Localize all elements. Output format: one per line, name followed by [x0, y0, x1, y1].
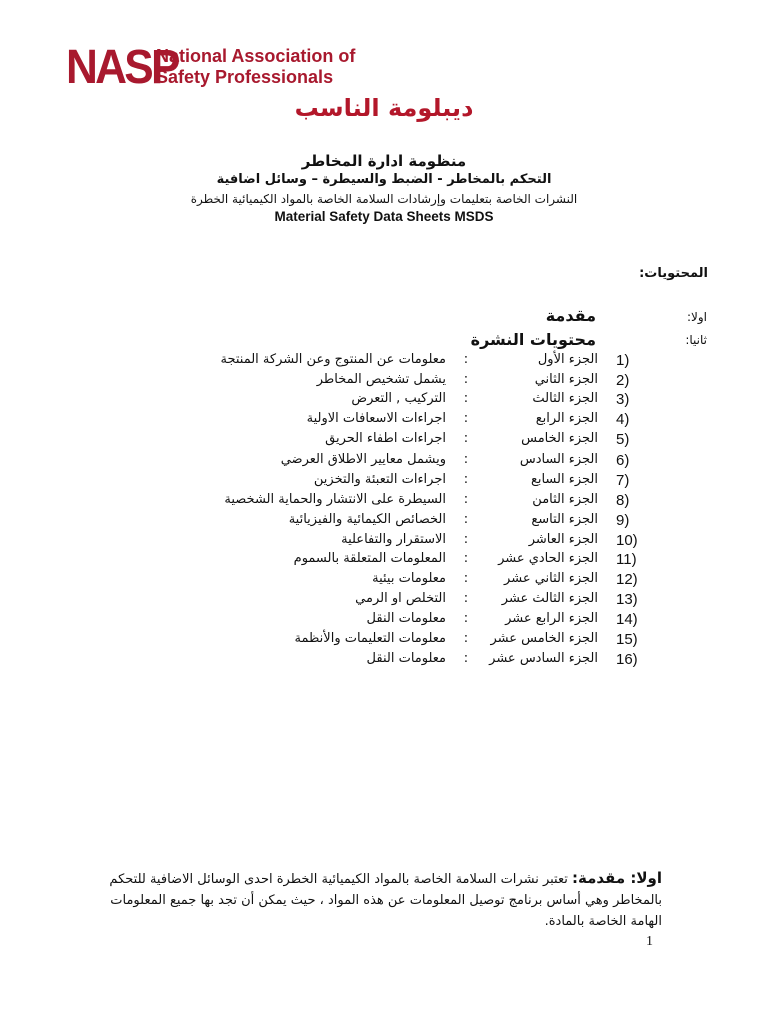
toc-number: 12) [616, 571, 638, 588]
toc-part: الجزء الخامس عشر [490, 631, 598, 646]
document-title: ديبلومة الناسب [294, 94, 474, 122]
toc-number: 7) [616, 472, 630, 489]
toc-part: الجزء الرابع عشر [505, 611, 598, 626]
toc-row [0, 631, 768, 650]
toc-number: 10) [616, 532, 638, 549]
logo-line-1: National Association of [156, 46, 356, 66]
toc-colon: : [463, 352, 469, 367]
toc-row [0, 492, 768, 511]
toc-description: معلومات النقل [366, 611, 446, 626]
toc-colon: : [463, 452, 469, 467]
toc-part: الجزء الثالث [532, 391, 598, 406]
toc-row [0, 391, 768, 410]
contents-heading: المحتويات: [639, 266, 708, 281]
toc-number: 13) [616, 591, 638, 608]
toc-description: معلومات التعليمات والأنظمة [294, 631, 446, 646]
toc-colon: : [463, 551, 469, 566]
toc-row [0, 512, 768, 531]
toc-row [0, 431, 768, 450]
introduction-text: تعتبر نشرات السلامة الخاصة بالمواد الكيميائية الخطرة احدى الوسائل الاضافية للتحكم بالمخاطر وهي أساس برنامج توصيل المعلومات عن هذه المواد ، حيث يمكن أن تجد بها جميع المعلومات الهامة الخاصة بالمادة. [109, 872, 662, 929]
toc-part: الجزء الثاني عشر [504, 571, 598, 586]
subtitle-system: منظومة ادارة المخاطر [301, 152, 467, 170]
toc-number: 15) [616, 631, 638, 648]
toc-part: الجزء التاسع [531, 512, 598, 527]
toc-description: يشمل تشخيص المخاطر [316, 372, 446, 387]
toc-colon: : [463, 492, 469, 507]
nasp-logo [66, 41, 356, 96]
toc-row [0, 411, 768, 430]
toc-description: اجراءات اطفاء الحريق [325, 431, 446, 446]
toc-row [0, 372, 768, 391]
section-label-first: اولا: [686, 310, 707, 324]
toc-part: الجزء الخامس [521, 431, 598, 446]
toc-row [0, 452, 768, 471]
toc-number: 1) [616, 352, 630, 369]
section-label-second: ثانيا: [685, 333, 707, 347]
toc-row [0, 551, 768, 570]
toc-number: 8) [616, 492, 630, 509]
introduction-label: اولا: مقدمة: [572, 869, 662, 887]
toc-description: معلومات عن المنتوج وعن الشركة المنتجة [220, 352, 446, 367]
subtitle-msds: Material Safety Data Sheets MSDS [274, 209, 494, 224]
toc-colon: : [463, 391, 469, 406]
toc-part: الجزء السادس عشر [489, 651, 598, 666]
toc-row [0, 352, 768, 371]
toc-part: الجزء الثاني [534, 372, 598, 387]
toc-number: 3) [616, 391, 630, 408]
toc-row [0, 472, 768, 491]
toc-colon: : [463, 631, 469, 646]
toc-part: الجزء السابع [530, 472, 598, 487]
toc-number: 4) [616, 411, 630, 428]
toc-row [0, 591, 768, 610]
toc-number: 16) [616, 651, 638, 668]
toc-part: الجزء الثالث عشر [501, 591, 598, 606]
toc-number: 9) [616, 512, 630, 529]
section-title-introduction: مقدمة [545, 306, 596, 325]
toc-description: التركيب , التعرض [351, 391, 446, 406]
toc-colon: : [463, 431, 469, 446]
toc-number: 6) [616, 452, 630, 469]
toc-number: 11) [616, 551, 637, 568]
toc-row [0, 611, 768, 630]
subtitle-control: التحكم بالمخاطر - الضبط والسيطرة – وسائل اضافية [216, 172, 552, 187]
toc-part: الجزء الثامن [532, 492, 598, 507]
toc-description: السيطرة على الانتشار والحماية الشخصية [224, 492, 446, 507]
toc-part: الجزء الرابع [535, 411, 598, 426]
toc-row [0, 532, 768, 551]
toc-description: المعلومات المتعلقة بالسموم [293, 551, 446, 566]
toc-colon: : [463, 472, 469, 487]
toc-description: اجراءات التعبئة والتخزين [313, 472, 446, 487]
introduction-paragraph [106, 868, 662, 932]
toc-description: التخلص او الرمي [355, 591, 446, 606]
toc-number: 5) [616, 431, 630, 448]
toc-part: الجزء الأول [537, 352, 598, 367]
subtitle-sheets: النشرات الخاصة بتعليمات وإرشادات السلامة الخاصة بالمواد الكيميائية الخطرة [190, 192, 578, 206]
toc-description: معلومات النقل [366, 651, 446, 666]
toc-colon: : [463, 372, 469, 387]
toc-row [0, 571, 768, 590]
toc-number: 14) [616, 611, 638, 628]
toc-part: الجزء السادس [519, 452, 598, 467]
toc-part: الجزء العاشر [528, 532, 598, 547]
toc-description: الاستقرار والتفاعلية [341, 532, 446, 547]
toc-description: اجراءات الاسعافات الاولية [306, 411, 446, 426]
toc-colon: : [463, 411, 469, 426]
logo-mark: NASP [66, 41, 178, 94]
toc-colon: : [463, 512, 469, 527]
toc-colon: : [463, 651, 469, 666]
toc-colon: : [463, 591, 469, 606]
page-number: 1 [646, 934, 653, 949]
toc-description: معلومات بيئية [372, 571, 446, 586]
toc-description: الخصائص الكيمائية والفيزيائية [288, 512, 446, 527]
logo-organization-name [156, 46, 355, 88]
section-title-contents: محتويات النشرة [470, 330, 596, 349]
toc-colon: : [463, 611, 469, 626]
toc-part: الجزء الحادي عشر [498, 551, 598, 566]
toc-colon: : [463, 571, 469, 586]
toc-row [0, 651, 768, 670]
toc-number: 2) [616, 372, 630, 389]
toc-colon: : [463, 532, 469, 547]
toc-description: ويشمل معايير الاطلاق العرضي [280, 452, 446, 467]
logo-line-2: Safety Professionals [156, 67, 334, 87]
